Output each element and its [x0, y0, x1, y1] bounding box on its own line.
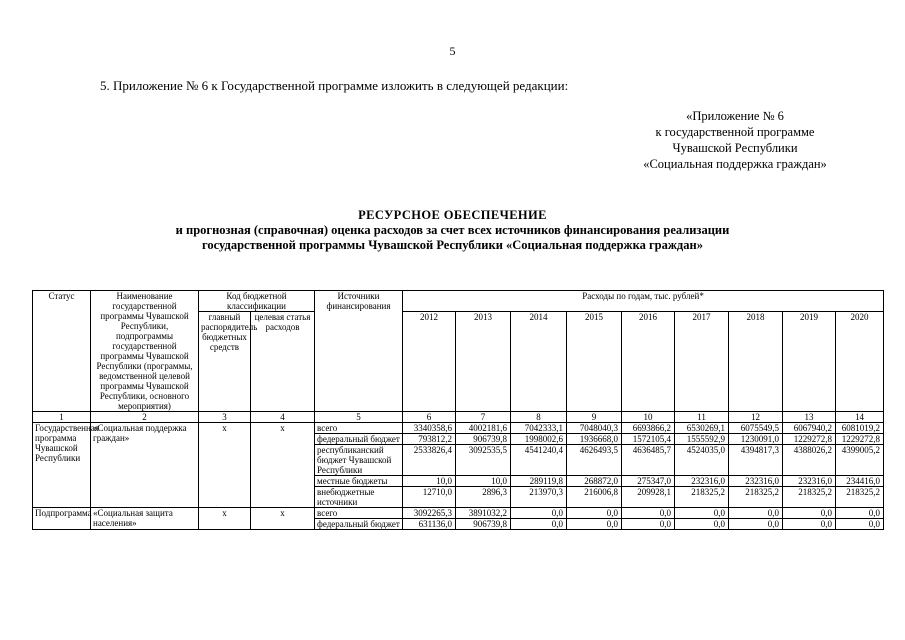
col-number: 12: [729, 412, 783, 423]
header-code-main: главный распорядитель бюджетных средств: [199, 312, 251, 412]
row-value: 0,0: [836, 519, 884, 530]
row-value: 268872,0: [567, 476, 622, 487]
header-expenses: Расходы по годам, тыс. рублей*: [403, 291, 884, 312]
col-number: 5: [315, 412, 403, 423]
row-value: 6530269,1: [675, 423, 729, 434]
row-value: 1572105,4: [622, 434, 675, 445]
row-value: 4626493,5: [567, 445, 622, 476]
row-value: 7042333,1: [511, 423, 567, 434]
row-value: 7048040,3: [567, 423, 622, 434]
row-value: 3092265,3: [403, 508, 456, 519]
row-value: 4524035,0: [675, 445, 729, 476]
row-code-main: x: [199, 508, 251, 530]
row-value: 1229272,8: [783, 434, 836, 445]
row-value: 0,0: [622, 519, 675, 530]
row-source: местные бюджеты: [315, 476, 403, 487]
row-value: 4399005,2: [836, 445, 884, 476]
row-value: 216006,8: [567, 487, 622, 508]
col-number: 9: [567, 412, 622, 423]
row-value: 12710,0: [403, 487, 456, 508]
row-source: всего: [315, 423, 403, 434]
col-number: 4: [251, 412, 315, 423]
title-line-1: РЕСУРСНОЕ ОБЕСПЕЧЕНИЕ: [358, 208, 547, 222]
row-value: 234416,0: [836, 476, 884, 487]
row-code-target: x: [251, 508, 315, 530]
row-value: 2533826,4: [403, 445, 456, 476]
row-value: 218325,2: [783, 487, 836, 508]
col-number: 10: [622, 412, 675, 423]
header-code: Код бюджетной классификации: [199, 291, 315, 312]
row-value: 0,0: [675, 508, 729, 519]
row-name: «Социальная защита населения»: [91, 508, 199, 530]
row-value: 4394817,3: [729, 445, 783, 476]
row-value: 793812,2: [403, 434, 456, 445]
col-number: 3: [199, 412, 251, 423]
row-code-target: x: [251, 423, 315, 508]
row-value: 1555592,9: [675, 434, 729, 445]
row-value: 1229272,8: [836, 434, 884, 445]
row-source: федеральный бюджет: [315, 434, 403, 445]
row-value: 0,0: [729, 519, 783, 530]
page-number: 5: [449, 44, 456, 58]
header-year: 2019: [783, 312, 836, 412]
row-source: внебюджетные источники: [315, 487, 403, 508]
row-value: 6067940,2: [783, 423, 836, 434]
row-value: 218325,2: [729, 487, 783, 508]
document-title: [60, 208, 845, 253]
row-value: 6693866,2: [622, 423, 675, 434]
title-line-2: и прогнозная (справочная) оценка расходов за счет всех источников финансирования реализации: [175, 223, 730, 237]
appendix-line: к государственной программе: [655, 125, 815, 139]
row-value: 4541240,4: [511, 445, 567, 476]
row-value: 3340358,6: [403, 423, 456, 434]
header-year: 2012: [403, 312, 456, 412]
row-value: 275347,0: [622, 476, 675, 487]
col-number: 13: [783, 412, 836, 423]
row-value: 0,0: [511, 508, 567, 519]
row-value: 0,0: [675, 519, 729, 530]
row-value: 0,0: [567, 519, 622, 530]
row-value: 906739,8: [456, 434, 511, 445]
row-value: 2896,3: [456, 487, 511, 508]
row-value: 289119,8: [511, 476, 567, 487]
header-year: 2016: [622, 312, 675, 412]
row-value: 0,0: [729, 508, 783, 519]
table-row: [33, 508, 884, 519]
header-year: 2013: [456, 312, 511, 412]
intro-text: 5. Приложение № 6 к Государственной программе изложить в следующей редакции:: [100, 78, 569, 93]
row-value: 1230091,0: [729, 434, 783, 445]
row-name: «Социальная поддержка граждан»: [91, 423, 199, 508]
col-number: 14: [836, 412, 884, 423]
row-value: 906739,8: [456, 519, 511, 530]
row-value: 6075549,5: [729, 423, 783, 434]
col-number: 2: [91, 412, 199, 423]
row-value: 0,0: [511, 519, 567, 530]
col-number: 6: [403, 412, 456, 423]
row-value: 6081019,2: [836, 423, 884, 434]
appendix-line: Чувашской Республики: [672, 141, 798, 155]
resource-table: [32, 290, 884, 530]
header-name: Наименование государственной программы Чувашской Республики, подпрограммы государственной программы Чувашской Республики (программы, ведомственной целевой программы Чувашской Республики, основного мероприятия): [91, 291, 199, 412]
appendix-line: «Социальная поддержка граждан»: [643, 157, 827, 171]
header-year: 2015: [567, 312, 622, 412]
appendix-block: [600, 108, 870, 172]
row-value: 10,0: [456, 476, 511, 487]
col-number: 8: [511, 412, 567, 423]
row-value: 631136,0: [403, 519, 456, 530]
appendix-line: «Приложение № 6: [686, 109, 784, 123]
row-value: 1998002,6: [511, 434, 567, 445]
row-value: 218325,2: [675, 487, 729, 508]
row-source: федеральный бюджет: [315, 519, 403, 530]
row-source: всего: [315, 508, 403, 519]
header-sources: Источники финансирования: [315, 291, 403, 412]
row-source: республиканский бюджет Чувашской Республики: [315, 445, 403, 476]
row-value: 232316,0: [729, 476, 783, 487]
row-value: 232316,0: [783, 476, 836, 487]
row-value: 0,0: [567, 508, 622, 519]
row-value: 0,0: [783, 519, 836, 530]
header-year: 2018: [729, 312, 783, 412]
header-year: 2020: [836, 312, 884, 412]
table-row: [33, 423, 884, 434]
row-value: 3092535,5: [456, 445, 511, 476]
row-status: Подпрограмма: [33, 508, 91, 530]
row-value: 4388026,2: [783, 445, 836, 476]
col-number: 11: [675, 412, 729, 423]
row-value: 3891032,2: [456, 508, 511, 519]
row-status: Государственная программа Чувашской Республики: [33, 423, 91, 508]
row-code-main: x: [199, 423, 251, 508]
table-body: [33, 423, 884, 530]
header-status: Статус: [33, 291, 91, 412]
header-year: 2014: [511, 312, 567, 412]
row-value: 4636485,7: [622, 445, 675, 476]
column-number-row: [33, 412, 884, 423]
title-line-3: государственной программы Чувашской Республики «Социальная поддержка граждан»: [202, 238, 703, 252]
row-value: 0,0: [783, 508, 836, 519]
header-year: 2017: [675, 312, 729, 412]
row-value: 0,0: [836, 508, 884, 519]
row-value: 213970,3: [511, 487, 567, 508]
row-value: 10,0: [403, 476, 456, 487]
row-value: 1936668,0: [567, 434, 622, 445]
row-value: 4002181,6: [456, 423, 511, 434]
row-value: 218325,2: [836, 487, 884, 508]
header-code-target: целевая статья расходов: [251, 312, 315, 412]
row-value: 0,0: [622, 508, 675, 519]
col-number: 7: [456, 412, 511, 423]
col-number: 1: [33, 412, 91, 423]
row-value: 209928,1: [622, 487, 675, 508]
row-value: 232316,0: [675, 476, 729, 487]
